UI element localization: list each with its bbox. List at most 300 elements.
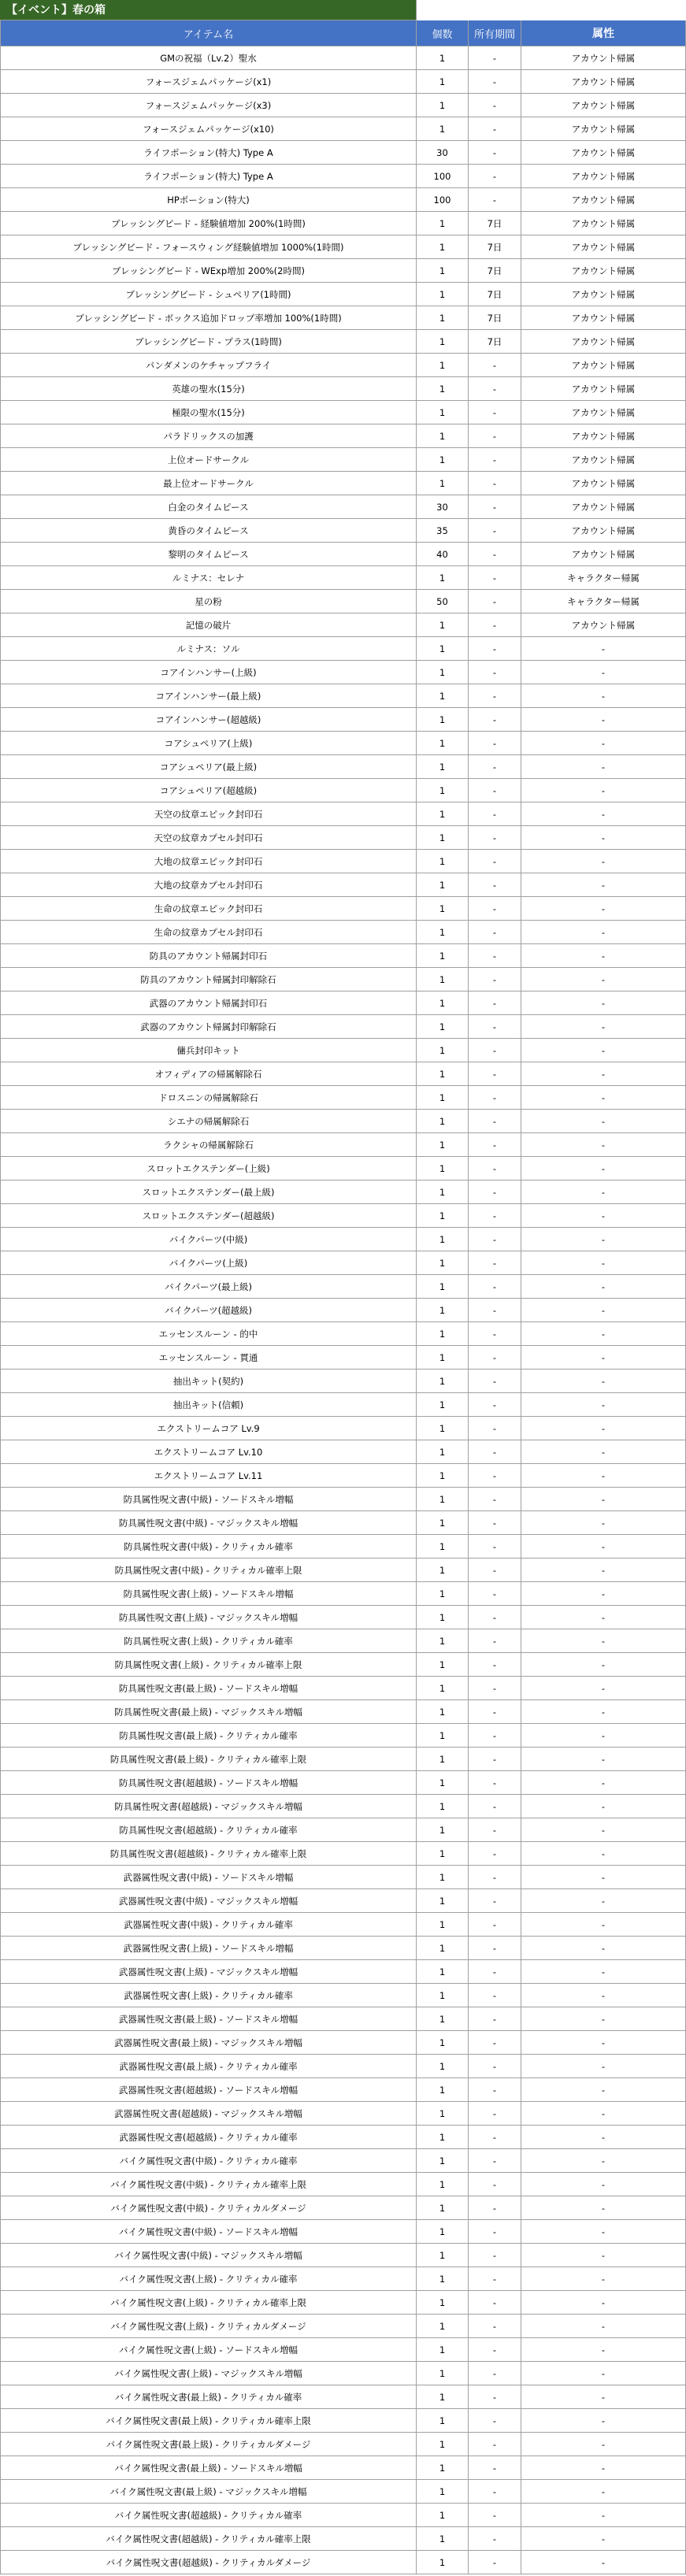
- cell-period[interactable]: 7日: [469, 235, 521, 259]
- cell-quantity[interactable]: 1: [417, 424, 469, 448]
- cell-binding[interactable]: -: [521, 1039, 686, 1062]
- cell-binding[interactable]: -: [521, 2480, 686, 2504]
- cell-quantity[interactable]: 1: [417, 212, 469, 235]
- cell-period[interactable]: -: [469, 708, 521, 732]
- cell-binding[interactable]: アカウント帰属: [521, 377, 686, 401]
- cell-quantity[interactable]: 1: [417, 921, 469, 944]
- cell-binding[interactable]: -: [521, 1110, 686, 1133]
- cell-item-name[interactable]: フォースジェムパッケージ(x3): [0, 94, 417, 117]
- cell-quantity[interactable]: 1: [417, 2456, 469, 2480]
- cell-binding[interactable]: -: [521, 1937, 686, 1960]
- cell-binding[interactable]: -: [521, 2007, 686, 2031]
- cell-binding[interactable]: -: [521, 2362, 686, 2385]
- cell-binding[interactable]: -: [521, 1535, 686, 1559]
- cell-item-name[interactable]: バイク属性呪文書(超越級) - クリティカル確率: [0, 2504, 417, 2527]
- cell-binding[interactable]: アカウント帰属: [521, 519, 686, 543]
- cell-binding[interactable]: -: [521, 1606, 686, 1629]
- cell-item-name[interactable]: 武器のアカウント帰属封印石: [0, 991, 417, 1015]
- cell-binding[interactable]: -: [521, 2244, 686, 2267]
- cell-binding[interactable]: -: [521, 2338, 686, 2362]
- cell-quantity[interactable]: 100: [417, 165, 469, 188]
- cell-period[interactable]: -: [469, 1582, 521, 1606]
- cell-item-name[interactable]: バイク属性呪文書(上級) - クリティカル確率上限: [0, 2291, 417, 2315]
- cell-period[interactable]: -: [469, 897, 521, 921]
- cell-quantity[interactable]: 1: [417, 1346, 469, 1370]
- cell-item-name[interactable]: 防具属性呪文書(超越級) - マジックスキル増幅: [0, 1795, 417, 1818]
- cell-quantity[interactable]: 1: [417, 46, 469, 70]
- cell-period[interactable]: -: [469, 1322, 521, 1346]
- cell-binding[interactable]: アカウント帰属: [521, 448, 686, 472]
- cell-item-name[interactable]: バイク属性呪文書(最上級) - マジックスキル増幅: [0, 2480, 417, 2504]
- cell-quantity[interactable]: 1: [417, 2244, 469, 2267]
- cell-item-name[interactable]: 武器属性呪文書(最上級) - ソードスキル増幅: [0, 2007, 417, 2031]
- cell-item-name[interactable]: バイクパーツ(中級): [0, 1228, 417, 1251]
- cell-item-name[interactable]: ラクシャの帰属解除石: [0, 1133, 417, 1157]
- cell-item-name[interactable]: 防具属性呪文書(最上級) - ソードスキル増幅: [0, 1677, 417, 1700]
- cell-quantity[interactable]: 1: [417, 897, 469, 921]
- cell-binding[interactable]: アカウント帰属: [521, 141, 686, 165]
- cell-binding[interactable]: -: [521, 1464, 686, 1488]
- cell-binding[interactable]: -: [521, 2220, 686, 2244]
- cell-item-name[interactable]: ルミナス：ソル: [0, 637, 417, 661]
- cell-period[interactable]: -: [469, 70, 521, 94]
- cell-item-name[interactable]: 武器属性呪文書(中級) - クリティカル確率: [0, 1913, 417, 1937]
- cell-quantity[interactable]: 1: [417, 2409, 469, 2433]
- cell-binding[interactable]: アカウント帰属: [521, 401, 686, 424]
- cell-quantity[interactable]: 30: [417, 141, 469, 165]
- cell-period[interactable]: -: [469, 2504, 521, 2527]
- cell-binding[interactable]: -: [521, 2551, 686, 2574]
- cell-binding[interactable]: -: [521, 1984, 686, 2007]
- cell-quantity[interactable]: 1: [417, 661, 469, 684]
- cell-binding[interactable]: アカウント帰属: [521, 495, 686, 519]
- cell-binding[interactable]: アカウント帰属: [521, 283, 686, 306]
- cell-quantity[interactable]: 1: [417, 1889, 469, 1913]
- cell-item-name[interactable]: 英雄の聖水(15分): [0, 377, 417, 401]
- cell-quantity[interactable]: 1: [417, 2055, 469, 2078]
- cell-binding[interactable]: -: [521, 1322, 686, 1346]
- cell-period[interactable]: -: [469, 1086, 521, 1110]
- cell-period[interactable]: 7日: [469, 306, 521, 330]
- cell-quantity[interactable]: 1: [417, 1937, 469, 1960]
- cell-item-name[interactable]: バイク属性呪文書(上級) - クリティカル確率: [0, 2267, 417, 2291]
- cell-period[interactable]: -: [469, 1653, 521, 1677]
- cell-item-name[interactable]: バイク属性呪文書(中級) - クリティカル確率: [0, 2149, 417, 2173]
- cell-binding[interactable]: -: [521, 779, 686, 802]
- cell-item-name[interactable]: エクストリームコア Lv.10: [0, 1440, 417, 1464]
- cell-item-name[interactable]: 武器属性呪文書(上級) - クリティカル確率: [0, 1984, 417, 2007]
- cell-quantity[interactable]: 1: [417, 566, 469, 590]
- cell-binding[interactable]: アカウント帰属: [521, 94, 686, 117]
- cell-quantity[interactable]: 1: [417, 1488, 469, 1511]
- cell-item-name[interactable]: 生命の紋章エピック封印石: [0, 897, 417, 921]
- cell-item-name[interactable]: バイク属性呪文書(中級) - クリティカル確率上限: [0, 2173, 417, 2196]
- cell-quantity[interactable]: 1: [417, 354, 469, 377]
- cell-quantity[interactable]: 1: [417, 826, 469, 850]
- cell-quantity[interactable]: 1: [417, 1110, 469, 1133]
- cell-binding[interactable]: -: [521, 1511, 686, 1535]
- cell-item-name[interactable]: 黄昏のタイムピース: [0, 519, 417, 543]
- cell-binding[interactable]: -: [521, 1488, 686, 1511]
- cell-period[interactable]: -: [469, 2196, 521, 2220]
- cell-quantity[interactable]: 1: [417, 472, 469, 495]
- cell-item-name[interactable]: 防具属性呪文書(上級) - クリティカル確率上限: [0, 1653, 417, 1677]
- cell-quantity[interactable]: 1: [417, 968, 469, 991]
- cell-period[interactable]: -: [469, 1889, 521, 1913]
- cell-binding[interactable]: -: [521, 661, 686, 684]
- cell-binding[interactable]: -: [521, 2433, 686, 2456]
- cell-binding[interactable]: -: [521, 1582, 686, 1606]
- cell-period[interactable]: -: [469, 755, 521, 779]
- cell-item-name[interactable]: 抽出キット(契約): [0, 1370, 417, 1393]
- cell-quantity[interactable]: 1: [417, 306, 469, 330]
- cell-period[interactable]: -: [469, 921, 521, 944]
- cell-period[interactable]: -: [469, 1204, 521, 1228]
- cell-quantity[interactable]: 1: [417, 2362, 469, 2385]
- cell-quantity[interactable]: 1: [417, 2551, 469, 2574]
- cell-item-name[interactable]: 防具属性呪文書(中級) - クリティカル確率上限: [0, 1559, 417, 1582]
- cell-item-name[interactable]: ライフポーション(特大) Type A: [0, 141, 417, 165]
- cell-item-name[interactable]: スロットエクステンダー(最上級): [0, 1181, 417, 1204]
- cell-binding[interactable]: -: [521, 2456, 686, 2480]
- cell-binding[interactable]: -: [521, 1795, 686, 1818]
- cell-period[interactable]: -: [469, 2456, 521, 2480]
- cell-binding[interactable]: -: [521, 1086, 686, 1110]
- cell-period[interactable]: -: [469, 732, 521, 755]
- column-header-binding[interactable]: 属性: [521, 20, 686, 46]
- cell-quantity[interactable]: 1: [417, 448, 469, 472]
- cell-binding[interactable]: -: [521, 1370, 686, 1393]
- cell-quantity[interactable]: 1: [417, 873, 469, 897]
- cell-quantity[interactable]: 1: [417, 2196, 469, 2220]
- cell-binding[interactable]: -: [521, 1559, 686, 1582]
- cell-item-name[interactable]: 武器属性呪文書(超越級) - クリティカル確率: [0, 2126, 417, 2149]
- cell-period[interactable]: -: [469, 1299, 521, 1322]
- cell-period[interactable]: -: [469, 2433, 521, 2456]
- cell-period[interactable]: -: [469, 401, 521, 424]
- cell-binding[interactable]: -: [521, 2385, 686, 2409]
- cell-period[interactable]: -: [469, 1464, 521, 1488]
- cell-binding[interactable]: キャラクター帰属: [521, 590, 686, 613]
- cell-quantity[interactable]: 50: [417, 590, 469, 613]
- cell-binding[interactable]: -: [521, 802, 686, 826]
- cell-item-name[interactable]: ブレッシングビード - ボックス追加ドロップ率増加 100%(1時間): [0, 306, 417, 330]
- cell-item-name[interactable]: 防具属性呪文書(中級) - マジックスキル増幅: [0, 1511, 417, 1535]
- cell-item-name[interactable]: バイク属性呪文書(最上級) - クリティカル確率: [0, 2385, 417, 2409]
- cell-period[interactable]: -: [469, 2291, 521, 2315]
- cell-quantity[interactable]: 1: [417, 2126, 469, 2149]
- cell-binding[interactable]: -: [521, 1913, 686, 1937]
- cell-quantity[interactable]: 1: [417, 1700, 469, 1724]
- cell-period[interactable]: -: [469, 2244, 521, 2267]
- cell-item-name[interactable]: 上位オードサークル: [0, 448, 417, 472]
- column-header-item-name[interactable]: アイテム名: [0, 20, 417, 46]
- cell-period[interactable]: -: [469, 1606, 521, 1629]
- cell-binding[interactable]: アカウント帰属: [521, 117, 686, 141]
- cell-quantity[interactable]: 1: [417, 1251, 469, 1275]
- cell-item-name[interactable]: バイク属性呪文書(最上級) - クリティカル確率上限: [0, 2409, 417, 2433]
- cell-item-name[interactable]: 星の粉: [0, 590, 417, 613]
- cell-binding[interactable]: アカウント帰属: [521, 259, 686, 283]
- cell-period[interactable]: 7日: [469, 212, 521, 235]
- cell-period[interactable]: -: [469, 2527, 521, 2551]
- cell-period[interactable]: 7日: [469, 283, 521, 306]
- cell-binding[interactable]: -: [521, 1771, 686, 1795]
- cell-item-name[interactable]: HPポーション(特大): [0, 188, 417, 212]
- cell-period[interactable]: -: [469, 1960, 521, 1984]
- cell-item-name[interactable]: 天空の紋章カプセル封印石: [0, 826, 417, 850]
- cell-period[interactable]: -: [469, 1771, 521, 1795]
- cell-period[interactable]: -: [469, 141, 521, 165]
- cell-quantity[interactable]: 1: [417, 1228, 469, 1251]
- cell-period[interactable]: -: [469, 519, 521, 543]
- cell-period[interactable]: -: [469, 1511, 521, 1535]
- cell-quantity[interactable]: 1: [417, 1771, 469, 1795]
- cell-period[interactable]: -: [469, 1559, 521, 1582]
- cell-period[interactable]: -: [469, 613, 521, 637]
- cell-quantity[interactable]: 1: [417, 1818, 469, 1842]
- cell-quantity[interactable]: 1: [417, 637, 469, 661]
- cell-quantity[interactable]: 1: [417, 2149, 469, 2173]
- cell-quantity[interactable]: 1: [417, 779, 469, 802]
- cell-binding[interactable]: -: [521, 2173, 686, 2196]
- cell-quantity[interactable]: 1: [417, 2527, 469, 2551]
- cell-period[interactable]: -: [469, 1724, 521, 1748]
- cell-period[interactable]: -: [469, 1440, 521, 1464]
- cell-binding[interactable]: -: [521, 755, 686, 779]
- cell-quantity[interactable]: 1: [417, 2315, 469, 2338]
- cell-binding[interactable]: アカウント帰属: [521, 330, 686, 354]
- cell-period[interactable]: -: [469, 1157, 521, 1181]
- cell-binding[interactable]: -: [521, 2409, 686, 2433]
- cell-period[interactable]: -: [469, 661, 521, 684]
- cell-period[interactable]: -: [469, 1228, 521, 1251]
- cell-binding[interactable]: -: [521, 637, 686, 661]
- cell-binding[interactable]: -: [521, 2504, 686, 2527]
- cell-period[interactable]: -: [469, 1417, 521, 1440]
- cell-item-name[interactable]: コアインハンサー(上級): [0, 661, 417, 684]
- cell-item-name[interactable]: バイク属性呪文書(上級) - マジックスキル増幅: [0, 2362, 417, 2385]
- cell-binding[interactable]: アカウント帰属: [521, 188, 686, 212]
- cell-quantity[interactable]: 35: [417, 519, 469, 543]
- cell-period[interactable]: -: [469, 543, 521, 566]
- cell-quantity[interactable]: 1: [417, 1370, 469, 1393]
- cell-item-name[interactable]: 防具属性呪文書(超越級) - クリティカル確率: [0, 1818, 417, 1842]
- cell-quantity[interactable]: 1: [417, 1984, 469, 2007]
- cell-quantity[interactable]: 1: [417, 1724, 469, 1748]
- cell-binding[interactable]: -: [521, 1299, 686, 1322]
- cell-binding[interactable]: -: [521, 1700, 686, 1724]
- cell-period[interactable]: -: [469, 1937, 521, 1960]
- cell-item-name[interactable]: バイク属性呪文書(上級) - ソードスキル増幅: [0, 2338, 417, 2362]
- cell-period[interactable]: -: [469, 448, 521, 472]
- cell-item-name[interactable]: ブレッシングビード - 経験値増加 200%(1時間): [0, 212, 417, 235]
- cell-binding[interactable]: -: [521, 2149, 686, 2173]
- cell-quantity[interactable]: 1: [417, 1913, 469, 1937]
- cell-binding[interactable]: -: [521, 1629, 686, 1653]
- cell-period[interactable]: -: [469, 424, 521, 448]
- cell-quantity[interactable]: 1: [417, 1322, 469, 1346]
- cell-item-name[interactable]: エッセンスルーン - 的中: [0, 1322, 417, 1346]
- cell-quantity[interactable]: 1: [417, 732, 469, 755]
- cell-quantity[interactable]: 1: [417, 1559, 469, 1582]
- cell-quantity[interactable]: 1: [417, 1842, 469, 1866]
- cell-binding[interactable]: -: [521, 1157, 686, 1181]
- cell-binding[interactable]: アカウント帰属: [521, 472, 686, 495]
- cell-binding[interactable]: アカウント帰属: [521, 424, 686, 448]
- cell-item-name[interactable]: 防具属性呪文書(上級) - クリティカル確率: [0, 1629, 417, 1653]
- cell-binding[interactable]: -: [521, 897, 686, 921]
- cell-quantity[interactable]: 1: [417, 259, 469, 283]
- cell-binding[interactable]: -: [521, 1818, 686, 1842]
- cell-binding[interactable]: -: [521, 1204, 686, 1228]
- cell-item-name[interactable]: 記憶の破片: [0, 613, 417, 637]
- cell-quantity[interactable]: 1: [417, 708, 469, 732]
- cell-period[interactable]: -: [469, 2315, 521, 2338]
- cell-quantity[interactable]: 1: [417, 1677, 469, 1700]
- cell-period[interactable]: -: [469, 2173, 521, 2196]
- cell-period[interactable]: -: [469, 1913, 521, 1937]
- cell-item-name[interactable]: 防具属性呪文書(中級) - クリティカル確率: [0, 1535, 417, 1559]
- cell-quantity[interactable]: 1: [417, 1866, 469, 1889]
- cell-period[interactable]: -: [469, 802, 521, 826]
- cell-item-name[interactable]: 防具属性呪文書(中級) - ソードスキル増幅: [0, 1488, 417, 1511]
- cell-period[interactable]: -: [469, 873, 521, 897]
- cell-period[interactable]: -: [469, 566, 521, 590]
- cell-binding[interactable]: -: [521, 2291, 686, 2315]
- cell-item-name[interactable]: バイク属性呪文書(上級) - クリティカルダメージ: [0, 2315, 417, 2338]
- cell-item-name[interactable]: バイク属性呪文書(最上級) - クリティカルダメージ: [0, 2433, 417, 2456]
- cell-quantity[interactable]: 100: [417, 188, 469, 212]
- cell-item-name[interactable]: ブレッシングビード - シュペリア(1時間): [0, 283, 417, 306]
- cell-period[interactable]: -: [469, 94, 521, 117]
- cell-period[interactable]: -: [469, 46, 521, 70]
- cell-item-name[interactable]: フォースジェムパッケージ(x10): [0, 117, 417, 141]
- cell-item-name[interactable]: 大地の紋章エピック封印石: [0, 850, 417, 873]
- cell-item-name[interactable]: 武器属性呪文書(超越級) - マジックスキル増幅: [0, 2102, 417, 2126]
- cell-period[interactable]: -: [469, 188, 521, 212]
- cell-binding[interactable]: -: [521, 732, 686, 755]
- cell-period[interactable]: -: [469, 2031, 521, 2055]
- cell-binding[interactable]: -: [521, 1677, 686, 1700]
- cell-item-name[interactable]: ルミナス：セレナ: [0, 566, 417, 590]
- cell-quantity[interactable]: 40: [417, 543, 469, 566]
- cell-period[interactable]: 7日: [469, 330, 521, 354]
- cell-item-name[interactable]: コアインハンサー(超越級): [0, 708, 417, 732]
- cell-item-name[interactable]: 抽出キット(信頼): [0, 1393, 417, 1417]
- cell-item-name[interactable]: 武器属性呪文書(超越級) - ソードスキル増幅: [0, 2078, 417, 2102]
- cell-period[interactable]: -: [469, 2126, 521, 2149]
- cell-binding[interactable]: -: [521, 1015, 686, 1039]
- cell-quantity[interactable]: 1: [417, 1606, 469, 1629]
- cell-binding[interactable]: -: [521, 1889, 686, 1913]
- cell-period[interactable]: -: [469, 1677, 521, 1700]
- cell-quantity[interactable]: 1: [417, 2291, 469, 2315]
- cell-quantity[interactable]: 1: [417, 1086, 469, 1110]
- cell-period[interactable]: -: [469, 472, 521, 495]
- cell-period[interactable]: -: [469, 1984, 521, 2007]
- cell-quantity[interactable]: 1: [417, 117, 469, 141]
- cell-quantity[interactable]: 1: [417, 1039, 469, 1062]
- cell-binding[interactable]: -: [521, 1724, 686, 1748]
- cell-period[interactable]: -: [469, 1062, 521, 1086]
- cell-item-name[interactable]: 武器属性呪文書(中級) - マジックスキル増幅: [0, 1889, 417, 1913]
- cell-item-name[interactable]: エクストリームコア Lv.9: [0, 1417, 417, 1440]
- cell-period[interactable]: -: [469, 2338, 521, 2362]
- cell-binding[interactable]: アカウント帰属: [521, 46, 686, 70]
- cell-item-name[interactable]: コアシュペリア(超越級): [0, 779, 417, 802]
- cell-item-name[interactable]: コアシュペリア(上級): [0, 732, 417, 755]
- cell-item-name[interactable]: オフィディアの帰属解除石: [0, 1062, 417, 1086]
- cell-binding[interactable]: -: [521, 1440, 686, 1464]
- cell-binding[interactable]: アカウント帰属: [521, 306, 686, 330]
- cell-quantity[interactable]: 1: [417, 1535, 469, 1559]
- cell-binding[interactable]: アカウント帰属: [521, 354, 686, 377]
- cell-quantity[interactable]: 1: [417, 1181, 469, 1204]
- cell-quantity[interactable]: 1: [417, 1393, 469, 1417]
- cell-quantity[interactable]: 1: [417, 401, 469, 424]
- cell-item-name[interactable]: 極限の聖水(15分): [0, 401, 417, 424]
- cell-binding[interactable]: -: [521, 850, 686, 873]
- cell-quantity[interactable]: 1: [417, 2007, 469, 2031]
- cell-item-name[interactable]: 武器属性呪文書(最上級) - マジックスキル増幅: [0, 2031, 417, 2055]
- cell-binding[interactable]: -: [521, 2527, 686, 2551]
- cell-period[interactable]: -: [469, 1251, 521, 1275]
- cell-item-name[interactable]: 防具属性呪文書(最上級) - マジックスキル増幅: [0, 1700, 417, 1724]
- cell-quantity[interactable]: 1: [417, 2267, 469, 2291]
- cell-quantity[interactable]: 1: [417, 330, 469, 354]
- cell-quantity[interactable]: 1: [417, 684, 469, 708]
- cell-item-name[interactable]: ブレッシングビード - フォースウィング経験値増加 1000%(1時間): [0, 235, 417, 259]
- cell-binding[interactable]: アカウント帰属: [521, 235, 686, 259]
- cell-period[interactable]: -: [469, 684, 521, 708]
- cell-binding[interactable]: -: [521, 2102, 686, 2126]
- cell-item-name[interactable]: 武器属性呪文書(中級) - ソードスキル増幅: [0, 1866, 417, 1889]
- cell-item-name[interactable]: バイクパーツ(上級): [0, 1251, 417, 1275]
- cell-item-name[interactable]: バイク属性呪文書(中級) - マジックスキル増幅: [0, 2244, 417, 2267]
- cell-binding[interactable]: -: [521, 1866, 686, 1889]
- cell-quantity[interactable]: 1: [417, 2338, 469, 2362]
- cell-period[interactable]: -: [469, 590, 521, 613]
- cell-period[interactable]: -: [469, 1346, 521, 1370]
- cell-period[interactable]: -: [469, 354, 521, 377]
- cell-binding[interactable]: -: [521, 1251, 686, 1275]
- cell-period[interactable]: -: [469, 1110, 521, 1133]
- cell-period[interactable]: -: [469, 495, 521, 519]
- cell-item-name[interactable]: エクストリームコア Lv.11: [0, 1464, 417, 1488]
- cell-quantity[interactable]: 1: [417, 1795, 469, 1818]
- cell-item-name[interactable]: 防具属性呪文書(超越級) - ソードスキル増幅: [0, 1771, 417, 1795]
- cell-binding[interactable]: -: [521, 1748, 686, 1771]
- cell-item-name[interactable]: ブレッシングビード - WExp増加 200%(2時間): [0, 259, 417, 283]
- cell-quantity[interactable]: 1: [417, 1582, 469, 1606]
- cell-binding[interactable]: -: [521, 2196, 686, 2220]
- cell-period[interactable]: -: [469, 2149, 521, 2173]
- cell-quantity[interactable]: 1: [417, 2433, 469, 2456]
- cell-period[interactable]: -: [469, 165, 521, 188]
- cell-binding[interactable]: -: [521, 1842, 686, 1866]
- cell-period[interactable]: -: [469, 1795, 521, 1818]
- cell-item-name[interactable]: 防具属性呪文書(最上級) - クリティカル確率: [0, 1724, 417, 1748]
- cell-binding[interactable]: -: [521, 684, 686, 708]
- cell-binding[interactable]: -: [521, 991, 686, 1015]
- cell-period[interactable]: -: [469, 1629, 521, 1653]
- cell-item-name[interactable]: 最上位オードサークル: [0, 472, 417, 495]
- cell-binding[interactable]: -: [521, 1960, 686, 1984]
- cell-period[interactable]: 7日: [469, 259, 521, 283]
- cell-period[interactable]: -: [469, 637, 521, 661]
- cell-item-name[interactable]: 防具のアカウント帰属封印石: [0, 944, 417, 968]
